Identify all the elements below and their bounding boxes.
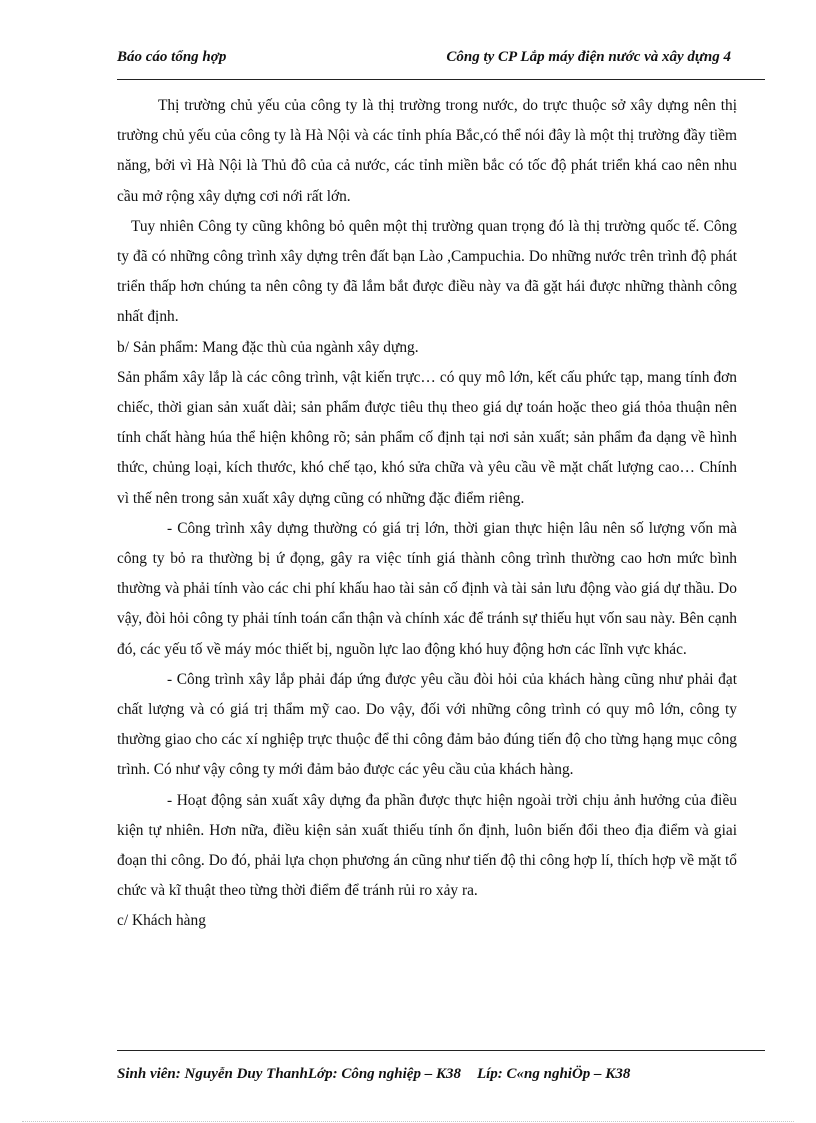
section-heading-customers: c/ Khách hàng [117, 912, 206, 930]
section-heading-products: b/ Sản phẩm: Mang đặc thù của ngành xây dựng. [117, 338, 419, 356]
paragraph-products: Sản phẩm xây lắp là các công trình, vật kiến trực… có quy mô lớn, kết cấu phức tạp, mang tính đơn chiếc, thời gian sản xuất dài; sản phẩm được tiêu thụ theo giá dự toán hoặc theo giá thỏa thuận nên tính chất hàng húa thể hiện không rõ; sản phẩm cố định tại nơi sản xuất; sản phẩm đa dạng về hình thức, chủng loại, kích thước, khó chế tạo, khó sửa chữa và yêu cầu về mặt chất lượng cao… Chính vì thế nên trong sản xuất xây dựng cũng có những đặc điểm riêng. [117, 368, 737, 507]
header-divider [117, 79, 765, 80]
bullet-customer-requirements: - Công trình xây lắp phải đáp ứng được yêu cầu đòi hỏi của khách hàng cũng như phải đạt chất lượng và có giá trị thẩm mỹ cao. Do vậy, đối với những công trình có quy mô lớn, công ty thường giao cho các xí nghiệp trực thuộc để thi công đảm bảo đúng tiến độ cho từng hạng mục công trình. Có như vậy công ty mới đảm bảo được các yêu cầu của khách hàng. [117, 670, 737, 779]
bullet-high-value: - Công trình xây dựng thường có giá trị lớn, thời gian thực hiện lâu nên số lượng vốn mà công ty bỏ ra thường bị ứ đọng, gây ra việc tính giá thành công trình thường cao hơn mức bình thường và phải tính vào các chi phí khấu hao tài sản cố định và tài sản lưu động vào giá dự thầu. Do vậy, đòi hỏi công ty phải tính toán cẩn thận và chính xác để tránh sự thiếu hụt vốn sau này. Bên cạnh đó, các yếu tố về máy móc thiết bị, nguồn lực lao động khó huy động hơn các lĩnh vực khác. [117, 519, 737, 658]
header-company-name: Công ty CP Lắp máy điện nước và xây dựng 4 [446, 49, 731, 65]
bullet-outdoor-conditions: - Hoạt động sản xuất xây dựng đa phần được thực hiện ngoài trời chịu ảnh hưởng của điều kiện tự nhiên. Hơn nữa, điều kiện sản xuất thiếu tính ổn định, luôn biến đổi theo địa điểm và giai đoạn thi công. Do đó, phải lựa chọn phương án cũng như tiến độ thi công hợp lí, thích hợp về mặt tổ chức và kĩ thuật theo từng thời điểm để tránh rủi ro xảy ra. [117, 791, 737, 900]
document-body [117, 91, 737, 937]
header-report-title: Báo cáo tổng hợp [117, 49, 227, 65]
paragraph-international-market: Tuy nhiên Công ty cũng không bỏ quên một thị trường quan trọng đó là thị trường quốc tế. Công ty đã có những công trình xây dựng trên đất bạn Lào ,Campuchia. Do những nước trên trình độ phát triển thấp hơn chúng ta nên công ty đã lắm bắt được điều này va đã gặt hái được những thành công nhất định. [117, 217, 737, 326]
footer-divider [117, 1050, 765, 1051]
page-edge-line [22, 1121, 794, 1122]
paragraph-domestic-market: Thị trường chủ yếu của công ty là thị trường trong nước, do trực thuộc sở xây dựng nên thị trường chủ yếu của công ty là Hà Nội và các tỉnh phía Bắc,có thể nói đây là một thị trường đầy tiềm năng, bởi vì Hà Nội là Thủ đô của cả nước, các tỉnh miền bắc có tốc độ phát triển khá cao nên nhu cầu mở rộng xây dựng cơi nới rất lớn. [117, 97, 737, 205]
footer-class: Lớp: Công nghiệp – K38 [307, 1066, 461, 1082]
page-footer [117, 1066, 767, 1083]
footer-class-legacy: Líp: C«ng nghiÖp – K38 [476, 1066, 631, 1082]
footer-student-name: Sinh viên: Nguyễn Duy Thanh [117, 1066, 308, 1082]
page-header [117, 49, 731, 71]
